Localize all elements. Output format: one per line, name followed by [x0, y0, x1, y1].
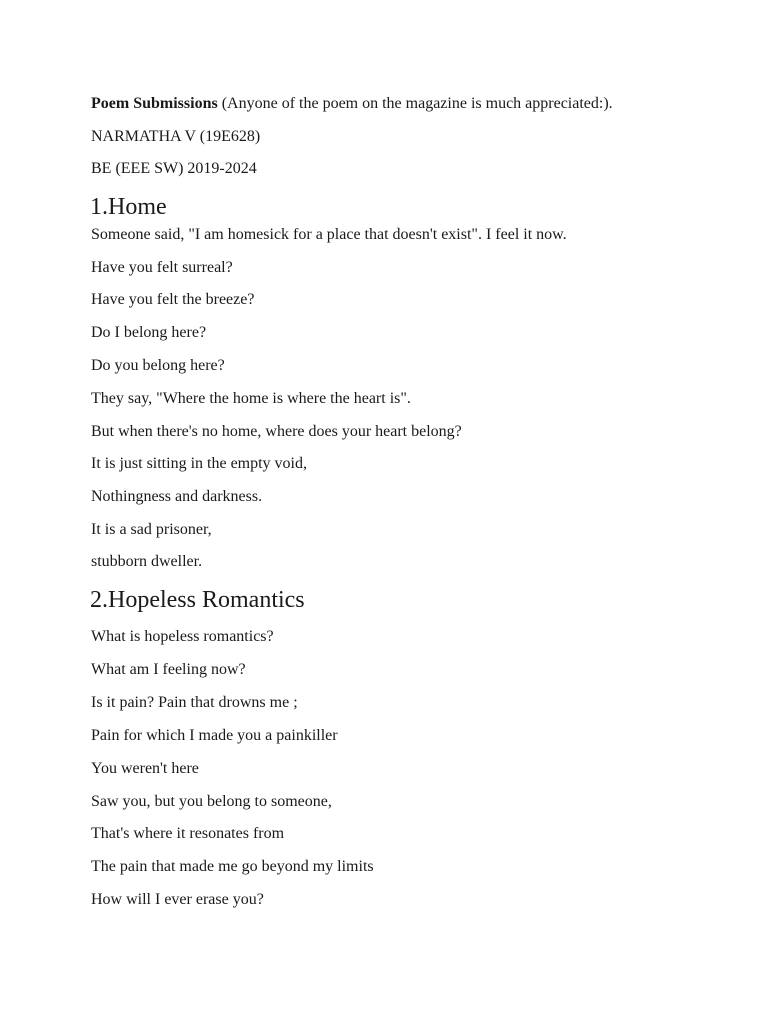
poem-line: That's where it resonates from [91, 825, 285, 842]
submission-note: (Anyone of the poem on the magazine is much appreciated:). [217, 95, 613, 112]
poem-line: But when there's no home, where does your heart belong? [91, 423, 462, 440]
poem-line: You weren't here [91, 760, 199, 777]
poem-line: What is hopeless romantics? [91, 628, 274, 645]
poem-line: Saw you, but you belong to someone, [91, 793, 332, 810]
poem-line: stubborn dweller. [91, 553, 203, 570]
poem-line: What am I feeling now? [91, 661, 246, 678]
course-info: BE (EEE SW) 2019-2024 [91, 160, 257, 177]
poem-line: Pain for which I made you a painkiller [91, 727, 338, 744]
poem-line: Do you belong here? [91, 357, 225, 374]
poem-line: They say, "Where the home is where the heart is". [91, 390, 411, 407]
poem-line: How will I ever erase you? [91, 891, 264, 908]
poem-line: It is just sitting in the empty void, [91, 455, 307, 472]
poem-line: Have you felt surreal? [91, 259, 233, 276]
submission-header [91, 94, 613, 114]
poem-title-hopeless-romantics: 2.Hopeless Romantics [90, 587, 305, 613]
poem-line: Have you felt the breeze? [91, 291, 255, 308]
author-name: NARMATHA V (19E628) [91, 128, 261, 145]
poem-line: Is it pain? Pain that drowns me ; [91, 694, 298, 711]
poem-title-home: 1.Home [90, 194, 167, 220]
poem-line: It is a sad prisoner, [91, 521, 212, 538]
poem-line: Nothingness and darkness. [91, 488, 263, 505]
poem-line: Someone said, "I am homesick for a place that doesn't exist". I feel it now. [91, 226, 567, 243]
submission-title: Poem Submissions [91, 95, 218, 112]
poem-line: Do I belong here? [91, 324, 207, 341]
poem-line: The pain that made me go beyond my limits [91, 858, 374, 875]
